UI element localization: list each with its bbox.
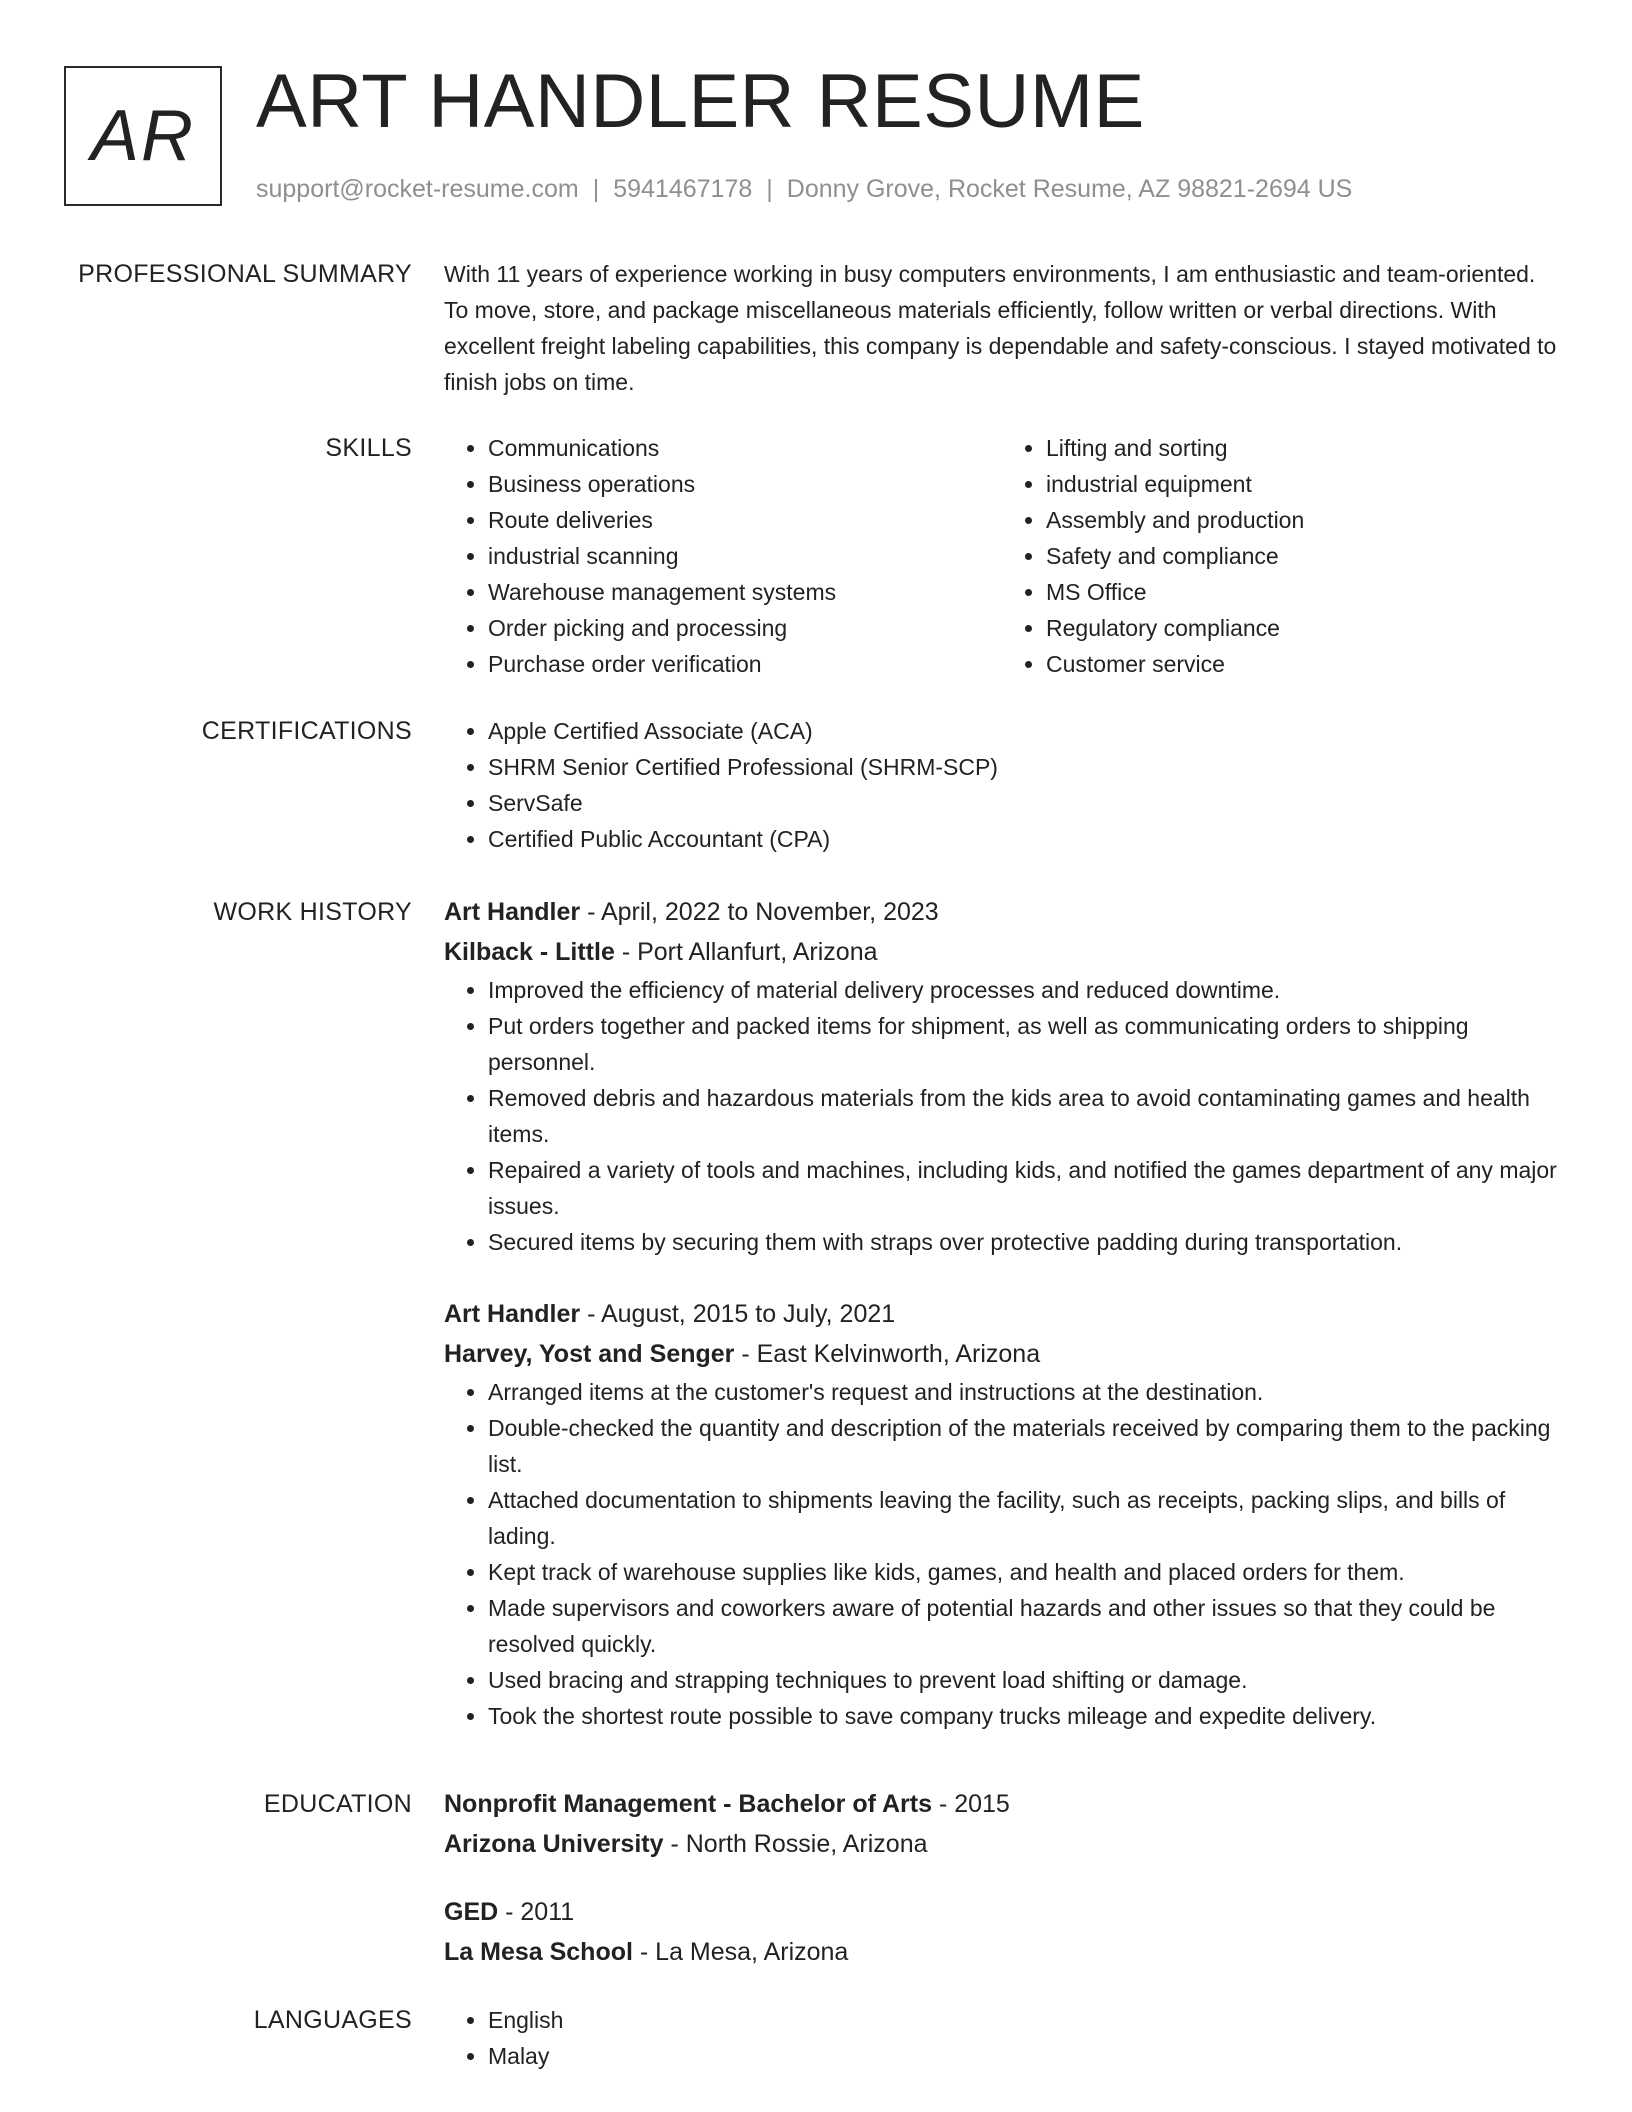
contact-email[interactable]: support@rocket-resume.com [256,175,579,203]
skills-body [444,430,1560,682]
education-year: - 2011 [498,1898,575,1926]
skill-item: • Order picking and processing [488,610,1002,646]
job-bullet: • Took the shortest route possible to save company trucks mileage and expedite delivery. [488,1698,1560,1734]
section-label-languages: LANGUAGES [253,2006,412,2034]
job-bullet: • Attached documentation to shipments leaving the facility, such as receipts, packing slips, and bills of lading. [488,1482,1560,1554]
job-title-line [444,892,1560,932]
job-dates: - August, 2015 to July, 2021 [580,1300,896,1328]
certification-item: • SHRM Senior Certified Professional (SHRM-SCP) [488,749,1560,785]
job-bullet: • Double-checked the quantity and description of the materials received by comparing them to the packing list. [488,1410,1560,1482]
job-bullet: • Repaired a variety of tools and machines, including kids, and notified the games department of any major issues. [488,1152,1560,1224]
section-label-certifications: CERTIFICATIONS [201,717,412,745]
skill-item: • Customer service [1046,646,1560,682]
job-bullet: • Kept track of warehouse supplies like kids, games, and health and placed orders for them. [488,1554,1560,1590]
job-company: Harvey, Yost and Senger [444,1340,735,1368]
skill-item: • Warehouse management systems [488,574,1002,610]
languages-body [444,2002,1560,2074]
education-body [444,1784,1560,1972]
contact-separator: | [592,175,600,203]
job-company-line [444,932,1560,972]
job-bullet: • Removed debris and hazardous materials from the kids area to avoid contaminating games and health items. [488,1080,1560,1152]
certifications-body [444,713,1560,857]
education-location: - La Mesa, Arizona [632,1938,849,1966]
skill-item: • Business operations [488,466,1002,502]
work-history-body [444,892,1560,1768]
summary-text: With 11 years of experience working in busy computers environments, I am enthusiastic and team-oriented. To move, store, and package miscellaneous materials efficiently, follow written or verbal directions. With excellent freight labeling capabilities, this company is dependable and safety-conscious. I stayed motivated to finish jobs on time. [444,261,1557,395]
section-label-education: EDUCATION [263,1790,412,1818]
education-school: La Mesa School [444,1938,633,1966]
summary-body [444,256,1560,400]
skill-item: • Regulatory compliance [1046,610,1560,646]
page-title: ART HANDLER RESUME [256,59,1145,144]
language-item: • Malay [488,2038,1560,2074]
education-school: Arizona University [444,1830,664,1858]
education-school-line [444,1932,1560,1972]
job-company-line [444,1334,1560,1374]
job-location: - Port Allanfurt, Arizona [614,938,878,966]
job-title: Art Handler [444,1300,581,1328]
language-item: • English [488,2002,1560,2038]
section-label-work-history: WORK HISTORY [213,898,412,926]
job-title: Art Handler [444,898,581,926]
skill-item: • Assembly and production [1046,502,1560,538]
certifications-list [444,713,1560,857]
skill-item: • industrial equipment [1046,466,1560,502]
skill-item: • MS Office [1046,574,1560,610]
skills-column-1 [444,430,1002,682]
education-school-line [444,1824,1560,1864]
contact-address: Donny Grove, Rocket Resume, AZ 98821-2694 US [786,175,1353,203]
job-bullet: • Improved the efficiency of material delivery processes and reduced downtime. [488,972,1560,1008]
job-company: Kilback - Little [444,938,615,966]
education-degree-line [444,1784,1560,1824]
contact-separator: | [766,175,773,203]
job-entry [444,892,1560,1260]
job-dates: - April, 2022 to November, 2023 [580,898,939,926]
skill-item: • Purchase order verification [488,646,1002,682]
job-bullet: • Put orders together and packed items for shipment, as well as communicating orders to shipping personnel. [488,1008,1560,1080]
section-label-skills: SKILLS [325,434,412,462]
education-degree: Nonprofit Management - Bachelor of Arts [444,1790,932,1818]
education-degree: GED [444,1898,499,1926]
certification-item: • ServSafe [488,785,1560,821]
education-location: - North Rossie, Arizona [663,1830,928,1858]
monogram-logo: AR [64,66,222,206]
job-bullet: • Used bracing and strapping techniques to prevent load shifting or damage. [488,1662,1560,1698]
job-entry [444,1294,1560,1734]
job-bullets [444,972,1560,1260]
skill-item: • Communications [488,430,1002,466]
skill-item: • Route deliveries [488,502,1002,538]
job-bullets [444,1374,1560,1734]
skill-item: • Safety and compliance [1046,538,1560,574]
job-title-line [444,1294,1560,1334]
education-entry [444,1892,1560,1972]
skills-column-2 [1002,430,1560,682]
job-bullet: • Arranged items at the customer's request and instructions at the destination. [488,1374,1560,1410]
certification-item: • Apple Certified Associate (ACA) [488,713,1560,749]
certification-item: • Certified Public Accountant (CPA) [488,821,1560,857]
job-location: - East Kelvinworth, Arizona [734,1340,1041,1368]
skill-item: • Lifting and sorting [1046,430,1560,466]
job-bullet: • Made supervisors and coworkers aware of potential hazards and other issues so that they could be resolved quickly. [488,1590,1560,1662]
education-year: - 2015 [932,1790,1010,1818]
skill-item: • industrial scanning [488,538,1002,574]
contact-phone[interactable]: 5941467178 [613,175,753,203]
education-degree-line [444,1892,1560,1932]
languages-list [444,2002,1560,2074]
section-label-summary: PROFESSIONAL SUMMARY [78,260,412,288]
education-entry [444,1784,1560,1864]
job-bullet: • Secured items by securing them with straps over protective padding during transportation. [488,1224,1560,1260]
contact-line [256,172,1352,206]
